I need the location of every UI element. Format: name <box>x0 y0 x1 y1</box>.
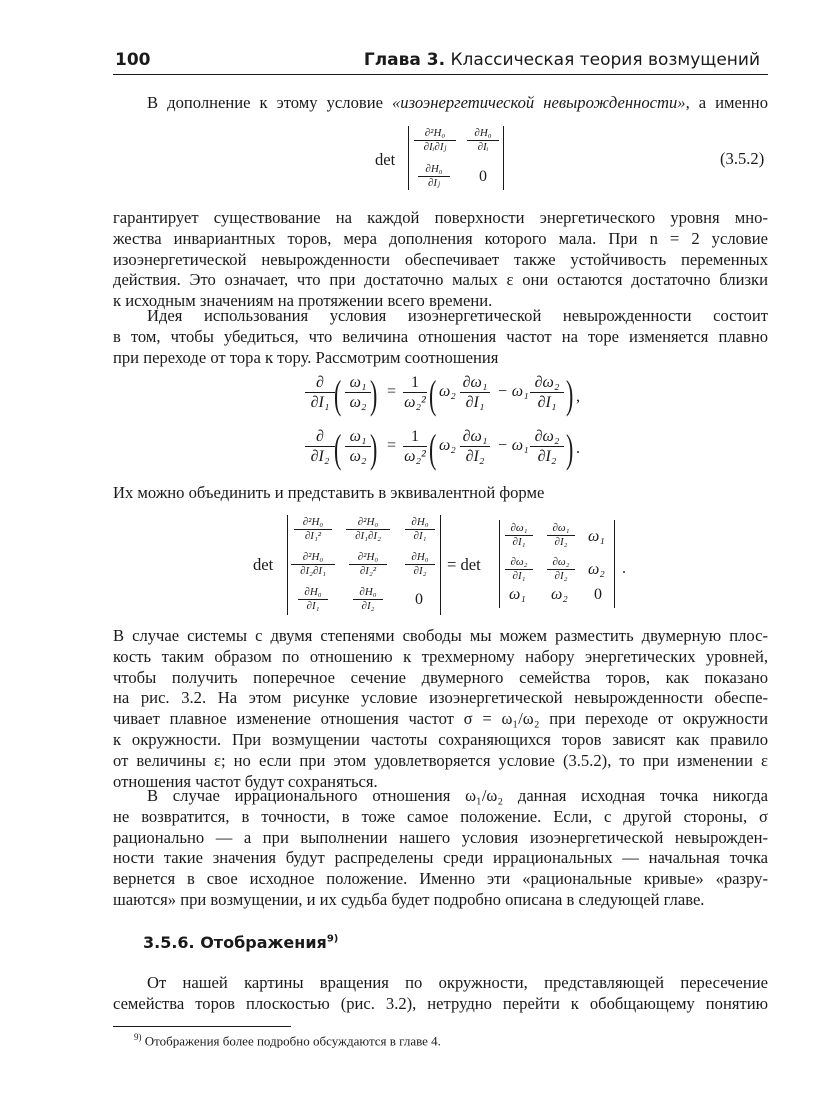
det-operator: det <box>253 555 274 574</box>
denominator: ∂I₁ <box>465 394 485 411</box>
determinant-bar-right <box>503 126 504 190</box>
omega-term: − ω₁ <box>497 437 529 454</box>
denominator: ω₂² <box>404 448 426 465</box>
derivative-operator <box>305 373 335 412</box>
text-line: действия. Это означает, что при достаточно малых ε они остаются достаточно близки <box>113 270 768 290</box>
footnote-marker: 9) <box>326 933 339 945</box>
numerator: ∂H₀ <box>298 586 328 600</box>
paragraph-irrational <box>113 786 768 911</box>
matrix-entry <box>547 522 575 549</box>
text-line: Их можно объединить и представить в эквивалентной форме <box>113 483 545 502</box>
denominator: ω₂² <box>404 394 426 411</box>
denominator: ∂I₂ <box>554 536 568 548</box>
paragraph-combine <box>113 483 768 504</box>
matrix-entry <box>414 127 456 154</box>
omega-symbol: ω₂ <box>439 437 456 454</box>
denominator: ∂I₂ <box>554 570 568 582</box>
left-paren: ( <box>333 426 342 471</box>
determinant-bar-left <box>499 520 500 608</box>
denominator: ∂I₂ <box>537 448 557 465</box>
punctuation: , <box>576 388 580 405</box>
partial-fraction <box>530 427 564 466</box>
denominator: ∂I₂ <box>310 448 330 465</box>
matrix-entry <box>467 127 499 154</box>
numerator: ∂²H₀ <box>294 516 332 530</box>
matrix-entry <box>505 556 533 583</box>
numerator: ω₁ <box>345 373 371 393</box>
numerator: ∂²H₀ <box>346 516 390 530</box>
paragraph-two-degrees <box>113 626 768 792</box>
text-line: к исходным значениям на протяжении всего времени. <box>113 291 493 311</box>
text-span: , а именно <box>685 93 768 112</box>
matrix-entry <box>353 586 383 613</box>
denominator: ∂I₁ <box>537 394 557 411</box>
denominator: ∂I₂ <box>465 448 485 465</box>
numerator: ∂H₀ <box>353 586 383 600</box>
text-line: гарантирует существование на каждой поверхности энергетического уровня мно- <box>113 208 768 227</box>
derivative-operator <box>305 427 335 466</box>
footnote-text: Отображения более подробно обсуждаются в главе 4. <box>144 1033 441 1049</box>
text-line: чтобы получить поперечное сечение двумерного семейства торов, как показано <box>113 667 768 687</box>
coefficient-fraction <box>403 373 427 412</box>
numerator: ∂H₀ <box>405 516 435 530</box>
running-header <box>113 48 768 75</box>
denominator: ω₂ <box>349 448 367 465</box>
denominator: ∂Iⱼ <box>427 177 440 189</box>
right-paren: ) <box>565 372 574 417</box>
text-line: при переходе от тора к тору. Рассмотрим соотношения <box>113 347 499 367</box>
punctuation: . <box>622 560 626 577</box>
matrix-entry: ω₁ <box>588 528 605 545</box>
text-line: шаются» при возмущении, и их судьба будет подробно описана в следующей главе. <box>113 889 705 909</box>
matrix-entry: 0 <box>415 591 423 608</box>
numerator: ∂H₀ <box>405 551 435 565</box>
text-line: жества инвариантных торов, мера дополнения которого мала. При n = 2 условие <box>113 228 768 248</box>
text-line: рационально — а при выполнении нашего условия изоэнергетической невырожден- <box>113 827 768 847</box>
text-span: В дополнение к этому условие <box>147 93 392 112</box>
denominator: ∂I₂ <box>361 600 375 612</box>
footnote <box>134 1032 441 1049</box>
denominator: ∂I₁ <box>512 536 526 548</box>
numerator: ∂ω₁ <box>505 522 533 536</box>
text-line: изоэнергетической невырожденности обеспечивает также устойчивость переменных <box>113 249 768 269</box>
denominator: ω₂ <box>349 394 367 411</box>
denominator: ∂I₂² <box>359 565 377 577</box>
denominator: ∂I₁∂I₂ <box>355 530 381 542</box>
paragraph-idea <box>113 306 768 368</box>
denominator: ∂I₁ <box>306 600 320 612</box>
numerator: ∂H₀ <box>418 163 450 177</box>
ratio-fraction <box>345 427 371 466</box>
left-paren: ( <box>428 372 437 417</box>
determinant-bar-right <box>440 515 441 615</box>
text-line: В случае системы с двумя степенями свободы мы можем разместить двумерную плос- <box>113 626 768 645</box>
denominator: ∂Iᵢ∂Iⱼ <box>423 141 447 153</box>
denominator: ∂I₁ <box>310 394 330 411</box>
denominator: ∂I₁² <box>304 530 322 542</box>
paragraph-nondegeneracy <box>113 208 768 312</box>
determinant-bar-right <box>614 520 615 608</box>
numerator: ∂²H₀ <box>349 551 387 565</box>
ratio-fraction <box>345 373 371 412</box>
paragraph-mappings <box>113 973 768 1015</box>
section-heading <box>143 933 338 952</box>
matrix-entry <box>547 556 575 583</box>
det-operator: det <box>375 150 396 169</box>
equation-number: (3.5.2) <box>720 149 765 168</box>
text-line: В случае иррационального отношения ω₁/ω₂ данная исходная точка никогда <box>147 786 768 805</box>
numerator: ∂ <box>305 373 335 393</box>
left-paren: ( <box>428 426 437 471</box>
chapter-prefix: Глава 3. <box>363 50 446 70</box>
section-title: 3.5.6. Отображения <box>143 933 327 952</box>
numerator: ∂ <box>305 427 335 447</box>
numerator: ∂ω₂ <box>547 556 575 570</box>
right-paren: ) <box>369 372 378 417</box>
matrix-entry <box>405 551 435 578</box>
paragraph-intro <box>113 93 768 114</box>
numerator: ∂²H₀ <box>291 551 335 565</box>
text-line: в том, чтобы убедиться, что величина отношения частот на торе изменяется плавно <box>113 326 768 346</box>
equals-sign: = <box>387 383 397 400</box>
matrix-entry: 0 <box>479 168 487 185</box>
text-line: не возвратится, в точности, в тоже самое положение. Если, с другой стороны, σ <box>113 806 768 826</box>
footnote-mark: 9) <box>134 1032 142 1042</box>
numerator: 1 <box>403 373 427 393</box>
partial-fraction <box>460 373 490 412</box>
numerator: ∂ω₂ <box>530 427 564 447</box>
coefficient-fraction <box>403 427 427 466</box>
text-line: на рис. 3.2. На этом рисунке условие изоэнергетической невырожденности обеспе- <box>113 688 768 708</box>
text-line: чивает плавное изменение отношения частот σ = ω₁/ω₂ при переходе от окружности <box>113 709 768 729</box>
text-line: отношения частот будут сохраняться. <box>113 771 378 791</box>
footnote-rule <box>113 1026 291 1027</box>
right-paren: ) <box>369 426 378 471</box>
denominator: ∂I₁ <box>413 530 427 542</box>
chapter-name: Классическая теория возмущений <box>450 50 760 70</box>
determinant-bar-left <box>408 126 409 190</box>
text-line <box>113 93 768 114</box>
right-paren: ) <box>565 426 574 471</box>
matrix-entry: ω₂ <box>551 586 568 603</box>
matrix-entry <box>294 516 332 543</box>
numerator: ∂²H₀ <box>414 127 456 141</box>
partial-fraction <box>530 373 564 412</box>
matrix-entry <box>346 516 390 543</box>
matrix-entry <box>418 163 450 190</box>
text-line: вернется в свое исходное положение. Именно эти «рациональные кривые» «разру- <box>113 869 768 889</box>
text-line: кость таким образом по отношению к трехмерному набору энергетических уровней, <box>113 646 768 666</box>
left-paren: ( <box>333 372 342 417</box>
punctuation: . <box>576 440 580 457</box>
text-line: ности такие значения будут распределены среди иррациональных — начальная точка <box>113 848 768 868</box>
denominator: ∂I₂ <box>413 565 427 577</box>
omega-term: − ω₁ <box>497 383 529 400</box>
det-operator: = det <box>447 555 481 574</box>
matrix-entry <box>505 522 533 549</box>
numerator: ∂ω₁ <box>460 373 490 393</box>
page-number: 100 <box>115 50 151 70</box>
denominator: ∂I₂∂I₁ <box>300 565 326 577</box>
text-line: Идея использования условия изоэнергетической невырожденности состоит <box>147 306 768 325</box>
determinant-bar-left <box>287 515 288 615</box>
matrix-entry <box>291 551 335 578</box>
text-line: к окружности. При возмущении частоты сохраняющихся торов зависят как правило <box>113 729 768 749</box>
numerator: ∂ω₁ <box>460 427 490 447</box>
omega-symbol: ω₂ <box>439 383 456 400</box>
matrix-entry: 0 <box>594 586 602 603</box>
matrix-entry <box>405 516 435 543</box>
text-line: семейства торов плоскостью (рис. 3.2), нетрудно перейти к обобщающему понятию <box>113 993 768 1013</box>
numerator: ∂ω₂ <box>530 373 564 393</box>
text-line: От нашей картины вращения по окружности, представляющей пересечение <box>147 973 768 992</box>
emphasis-term: «изоэнергетической невырожденности» <box>392 93 686 112</box>
chapter-title <box>364 50 760 70</box>
numerator: ω₁ <box>345 427 371 447</box>
text-line: от величины ε; но если при этом удовлетворяется условие (3.5.2), то при изменении ε <box>113 750 768 770</box>
matrix-entry <box>349 551 387 578</box>
numerator: ∂ω₁ <box>547 522 575 536</box>
matrix-entry: ω₂ <box>588 561 605 578</box>
matrix-entry: ω₁ <box>509 586 526 603</box>
denominator: ∂Iᵢ <box>477 141 489 153</box>
denominator: ∂I₁ <box>512 570 526 582</box>
numerator: ∂ω₂ <box>505 556 533 570</box>
numerator: 1 <box>403 427 427 447</box>
partial-fraction <box>460 427 490 466</box>
matrix-entry <box>298 586 328 613</box>
equals-sign: = <box>387 437 397 454</box>
numerator: ∂H₀ <box>467 127 499 141</box>
